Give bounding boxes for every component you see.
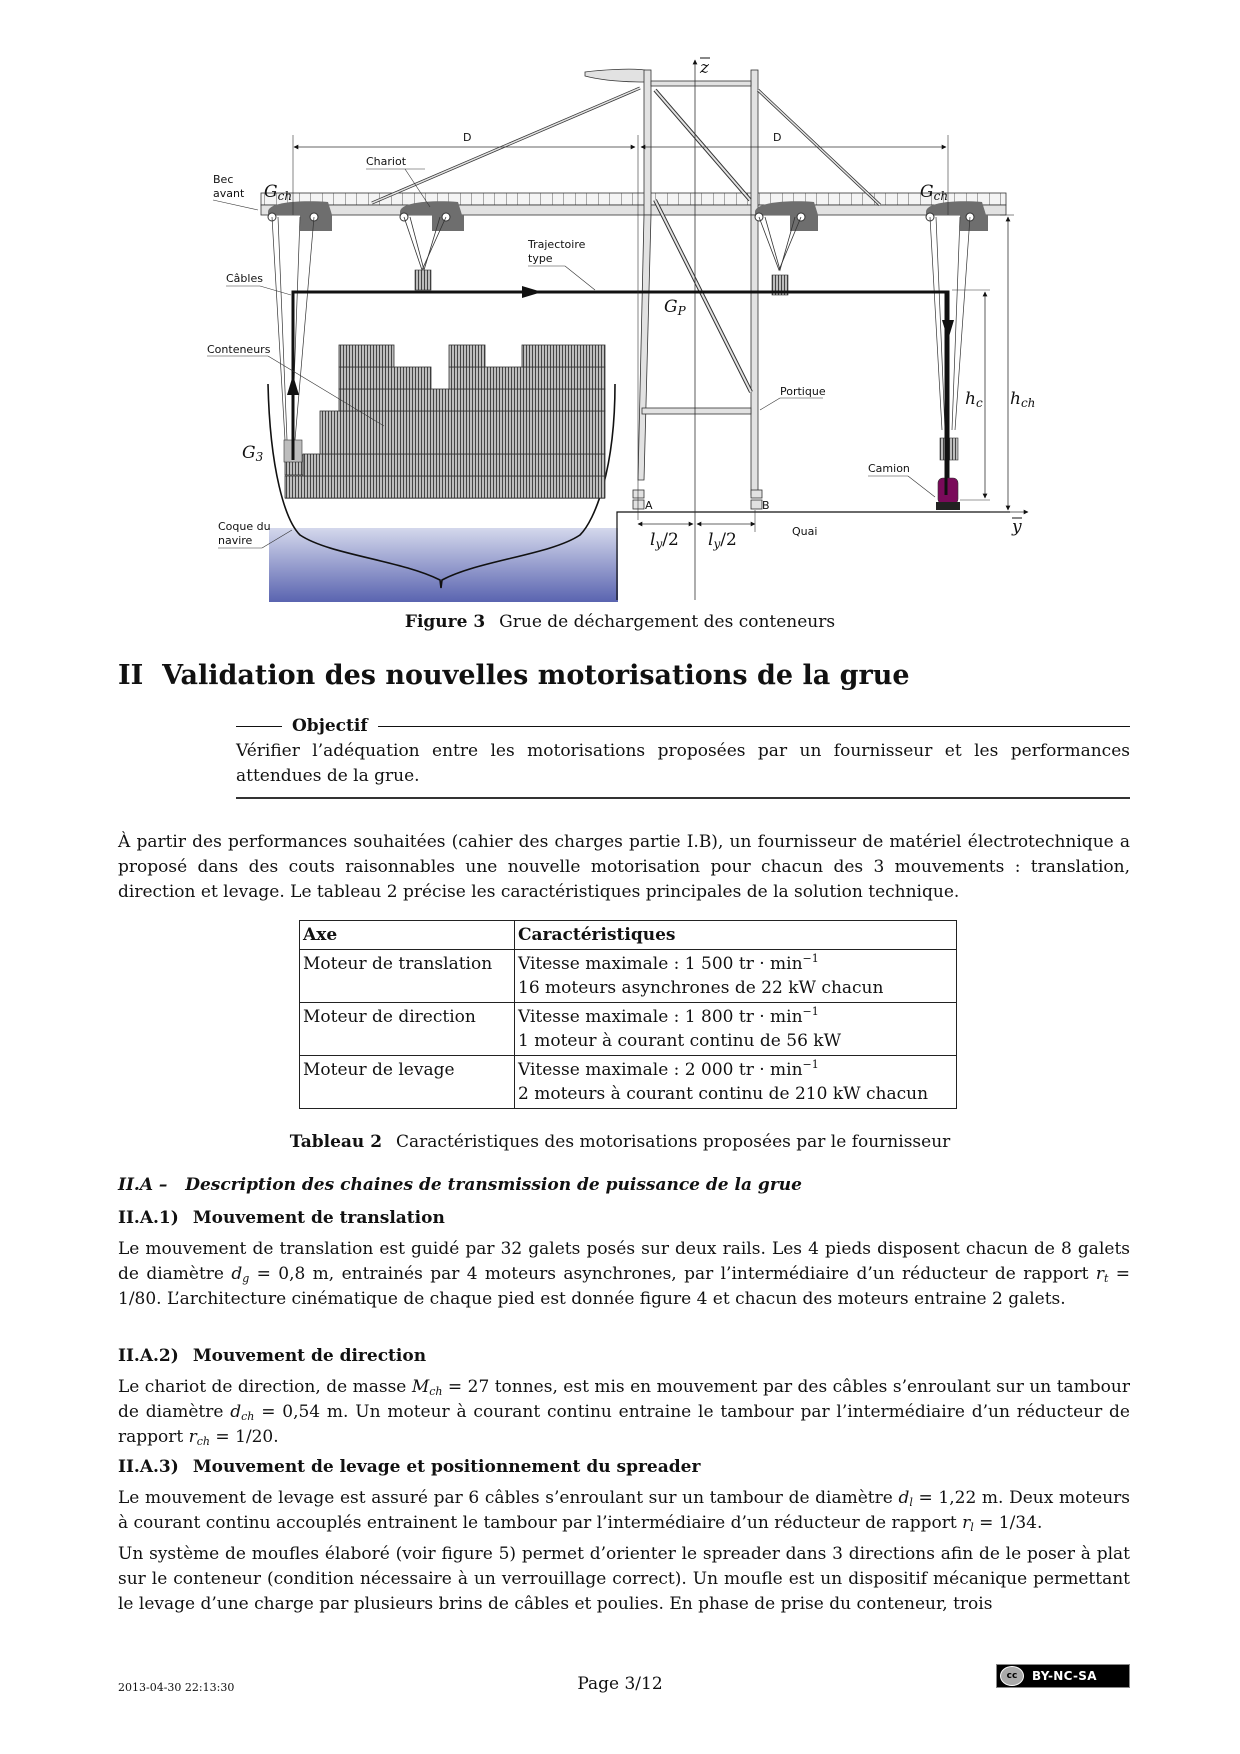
objective-title: Objectif bbox=[292, 716, 368, 736]
objective-box bbox=[236, 716, 1130, 799]
heading-number: II.A.2) bbox=[118, 1346, 179, 1366]
y-axis-label: y bbox=[1012, 517, 1022, 537]
table-cell-characteristics: Vitesse maximale : 2 000 tr · $\min^{-1}$ 2 moteurs à courant continu de 210 kW chacun bbox=[515, 1056, 957, 1109]
trolley-right bbox=[926, 201, 988, 460]
label-Gch-right: Gch bbox=[920, 182, 949, 203]
label-D-left: D bbox=[463, 131, 472, 144]
table-cell-axe: Moteur de translation bbox=[300, 950, 515, 1003]
heading-IIA2 bbox=[118, 1346, 426, 1366]
trolley-chariot bbox=[400, 201, 464, 290]
table-row bbox=[300, 950, 957, 1003]
label-D-right: D bbox=[773, 131, 782, 144]
heading-number: II.A.1) bbox=[118, 1208, 179, 1228]
license-text: BY-NC-SA bbox=[1032, 1669, 1097, 1683]
label-cables: Câbles bbox=[226, 272, 263, 285]
heading-IIA1 bbox=[118, 1208, 445, 1228]
subsection-heading-IIA bbox=[118, 1175, 802, 1195]
z-axis-label: z bbox=[700, 58, 709, 78]
table-header-axe: Axe bbox=[300, 921, 515, 950]
label-A: A bbox=[645, 499, 653, 512]
license-badge bbox=[996, 1664, 1130, 1688]
figure-caption bbox=[0, 612, 1240, 632]
page-number: Page 3/12 bbox=[577, 1674, 663, 1694]
paragraph-moufles: Un système de moufles élaboré (voir figure 5) permet d’orienter le spreader dans 3 directions afin de le poser à plat sur le conteneur (condition nécessaire à un verrouillage correct). Un moufle est un dispositif mécanique permettant le levage d’une charge par plusieurs brins de câbles et poulies. En phase de prise du conteneur, trois bbox=[118, 1544, 1130, 1614]
motor-spec-table bbox=[299, 920, 957, 1109]
label-trajectoire-2: type bbox=[528, 252, 553, 265]
label-quai: Quai bbox=[792, 525, 818, 538]
heading-number: II.A.3) bbox=[118, 1457, 179, 1477]
label-ly2-left: ly/2 bbox=[650, 530, 679, 551]
table-cell-characteristics: Vitesse maximale : 1 800 tr · $\min^{-1}$ 1 moteur à courant continu de 56 kW bbox=[515, 1003, 957, 1056]
section-number: II bbox=[118, 660, 144, 691]
label-Gch-left: Gch bbox=[264, 182, 293, 203]
section-title-text: Validation des nouvelles motorisations de la grue bbox=[162, 660, 910, 691]
footer-date: 2013-04-30 22:13:30 bbox=[118, 1681, 235, 1694]
heading-title: Mouvement de levage et positionnement du spreader bbox=[192, 1457, 701, 1477]
label-hch: hch bbox=[1010, 389, 1036, 410]
label-camion: Camion bbox=[868, 462, 910, 475]
paragraph-direction: Le chariot de direction, de masse $M_{ch} = 27$ tonnes, est mis en mouvement par des câbles s’enroulant sur un tambour de diamètre $d_{ch} = 0,54$ m. Un moteur à courant continu entraine le tambour par l’intermédiaire d’un réducteur de rapport $r_{ch} = 1/20$. bbox=[118, 1377, 1130, 1448]
section-title bbox=[118, 660, 910, 691]
paragraph-levage: Le mouvement de levage est assuré par 6 câbles s’enroulant sur un tambour de diamètre $d_l = 1,22$ m. Deux moteurs à courant continu accouplés entrainent le tambour par l’intermédiaire d’un réducteur de rapport $r_l = 1/34$. bbox=[118, 1488, 1130, 1534]
water bbox=[269, 528, 618, 602]
label-chariot: Chariot bbox=[366, 155, 407, 168]
boom bbox=[261, 205, 1006, 215]
label-B: B bbox=[762, 499, 770, 512]
crane-diagram bbox=[180, 40, 1060, 620]
table-row bbox=[300, 1056, 957, 1109]
label-G3: G3 bbox=[242, 443, 264, 464]
objective-text: Vérifier l’adéquation entre les motorisations proposées par un fournisseur et les performances attendues de la grue. bbox=[236, 741, 1130, 786]
label-coque: Coque du bbox=[218, 520, 271, 533]
crane-figure bbox=[180, 40, 1060, 620]
label-hc: hc bbox=[965, 389, 983, 410]
table-caption-text: Caractéristiques des motorisations proposées par le fournisseur bbox=[396, 1132, 951, 1152]
figure-caption-label: Figure 3 bbox=[404, 612, 486, 632]
intro-paragraph: À partir des performances souhaitées (cahier des charges partie I.B), un fournisseur de matériel électrotechnique a proposé dans des couts raisonnables une nouvelle motorisation pour chacun des 3 mouvements : translation, direction et levage. Le tableau 2 précise les caractéristiques principales de la solution technique. bbox=[118, 832, 1130, 902]
table-caption bbox=[0, 1132, 1240, 1152]
heading-title: Mouvement de direction bbox=[192, 1346, 427, 1366]
label-trajectoire: Trajectoire bbox=[528, 238, 586, 251]
label-GP: GP bbox=[664, 297, 686, 318]
label-bec-avant-2: avant bbox=[213, 187, 245, 200]
table-caption-label: Tableau 2 bbox=[289, 1132, 383, 1152]
table-header-row bbox=[300, 921, 957, 950]
cc-icon: cc bbox=[1000, 1666, 1024, 1686]
table-cell-characteristics: Vitesse maximale : 1 500 tr · $\min^{-1}$ 16 moteurs asynchrones de 22 kW chacun bbox=[515, 950, 957, 1003]
label-bec-avant: Bec bbox=[213, 173, 234, 186]
portique-legs bbox=[633, 80, 762, 509]
paragraph-translation: Le mouvement de translation est guidé par 32 galets posés sur deux rails. Les 4 pieds disposent chacun de 8 galets de diamètre $d_g = 0,8$ m, entrainés par 4 moteurs asynchrones, par l’intermédiaire d’un réducteur de rapport $r_t = 1/80$. L’architecture cinématique de chaque pied est donnée figure 4 et chacun des moteurs entraine 2 galets. bbox=[118, 1239, 1130, 1309]
label-conteneurs: Conteneurs bbox=[207, 343, 271, 356]
subsection-number: II.A – bbox=[118, 1175, 168, 1195]
heading-IIA3 bbox=[118, 1457, 700, 1477]
subsection-title: Description des chaines de transmission de puissance de la grue bbox=[185, 1175, 802, 1195]
label-portique: Portique bbox=[780, 385, 826, 398]
containers-stack bbox=[285, 345, 605, 498]
label-coque-2: navire bbox=[218, 534, 253, 547]
table-cell-axe: Moteur de direction bbox=[300, 1003, 515, 1056]
table-row bbox=[300, 1003, 957, 1056]
heading-title: Mouvement de translation bbox=[192, 1208, 445, 1228]
label-ly2-right: ly/2 bbox=[708, 530, 737, 551]
table-cell-axe: Moteur de levage bbox=[300, 1056, 515, 1109]
table-header-caracteristiques: Caractéristiques bbox=[515, 921, 957, 950]
figure-caption-text: Grue de déchargement des conteneurs bbox=[499, 612, 836, 632]
